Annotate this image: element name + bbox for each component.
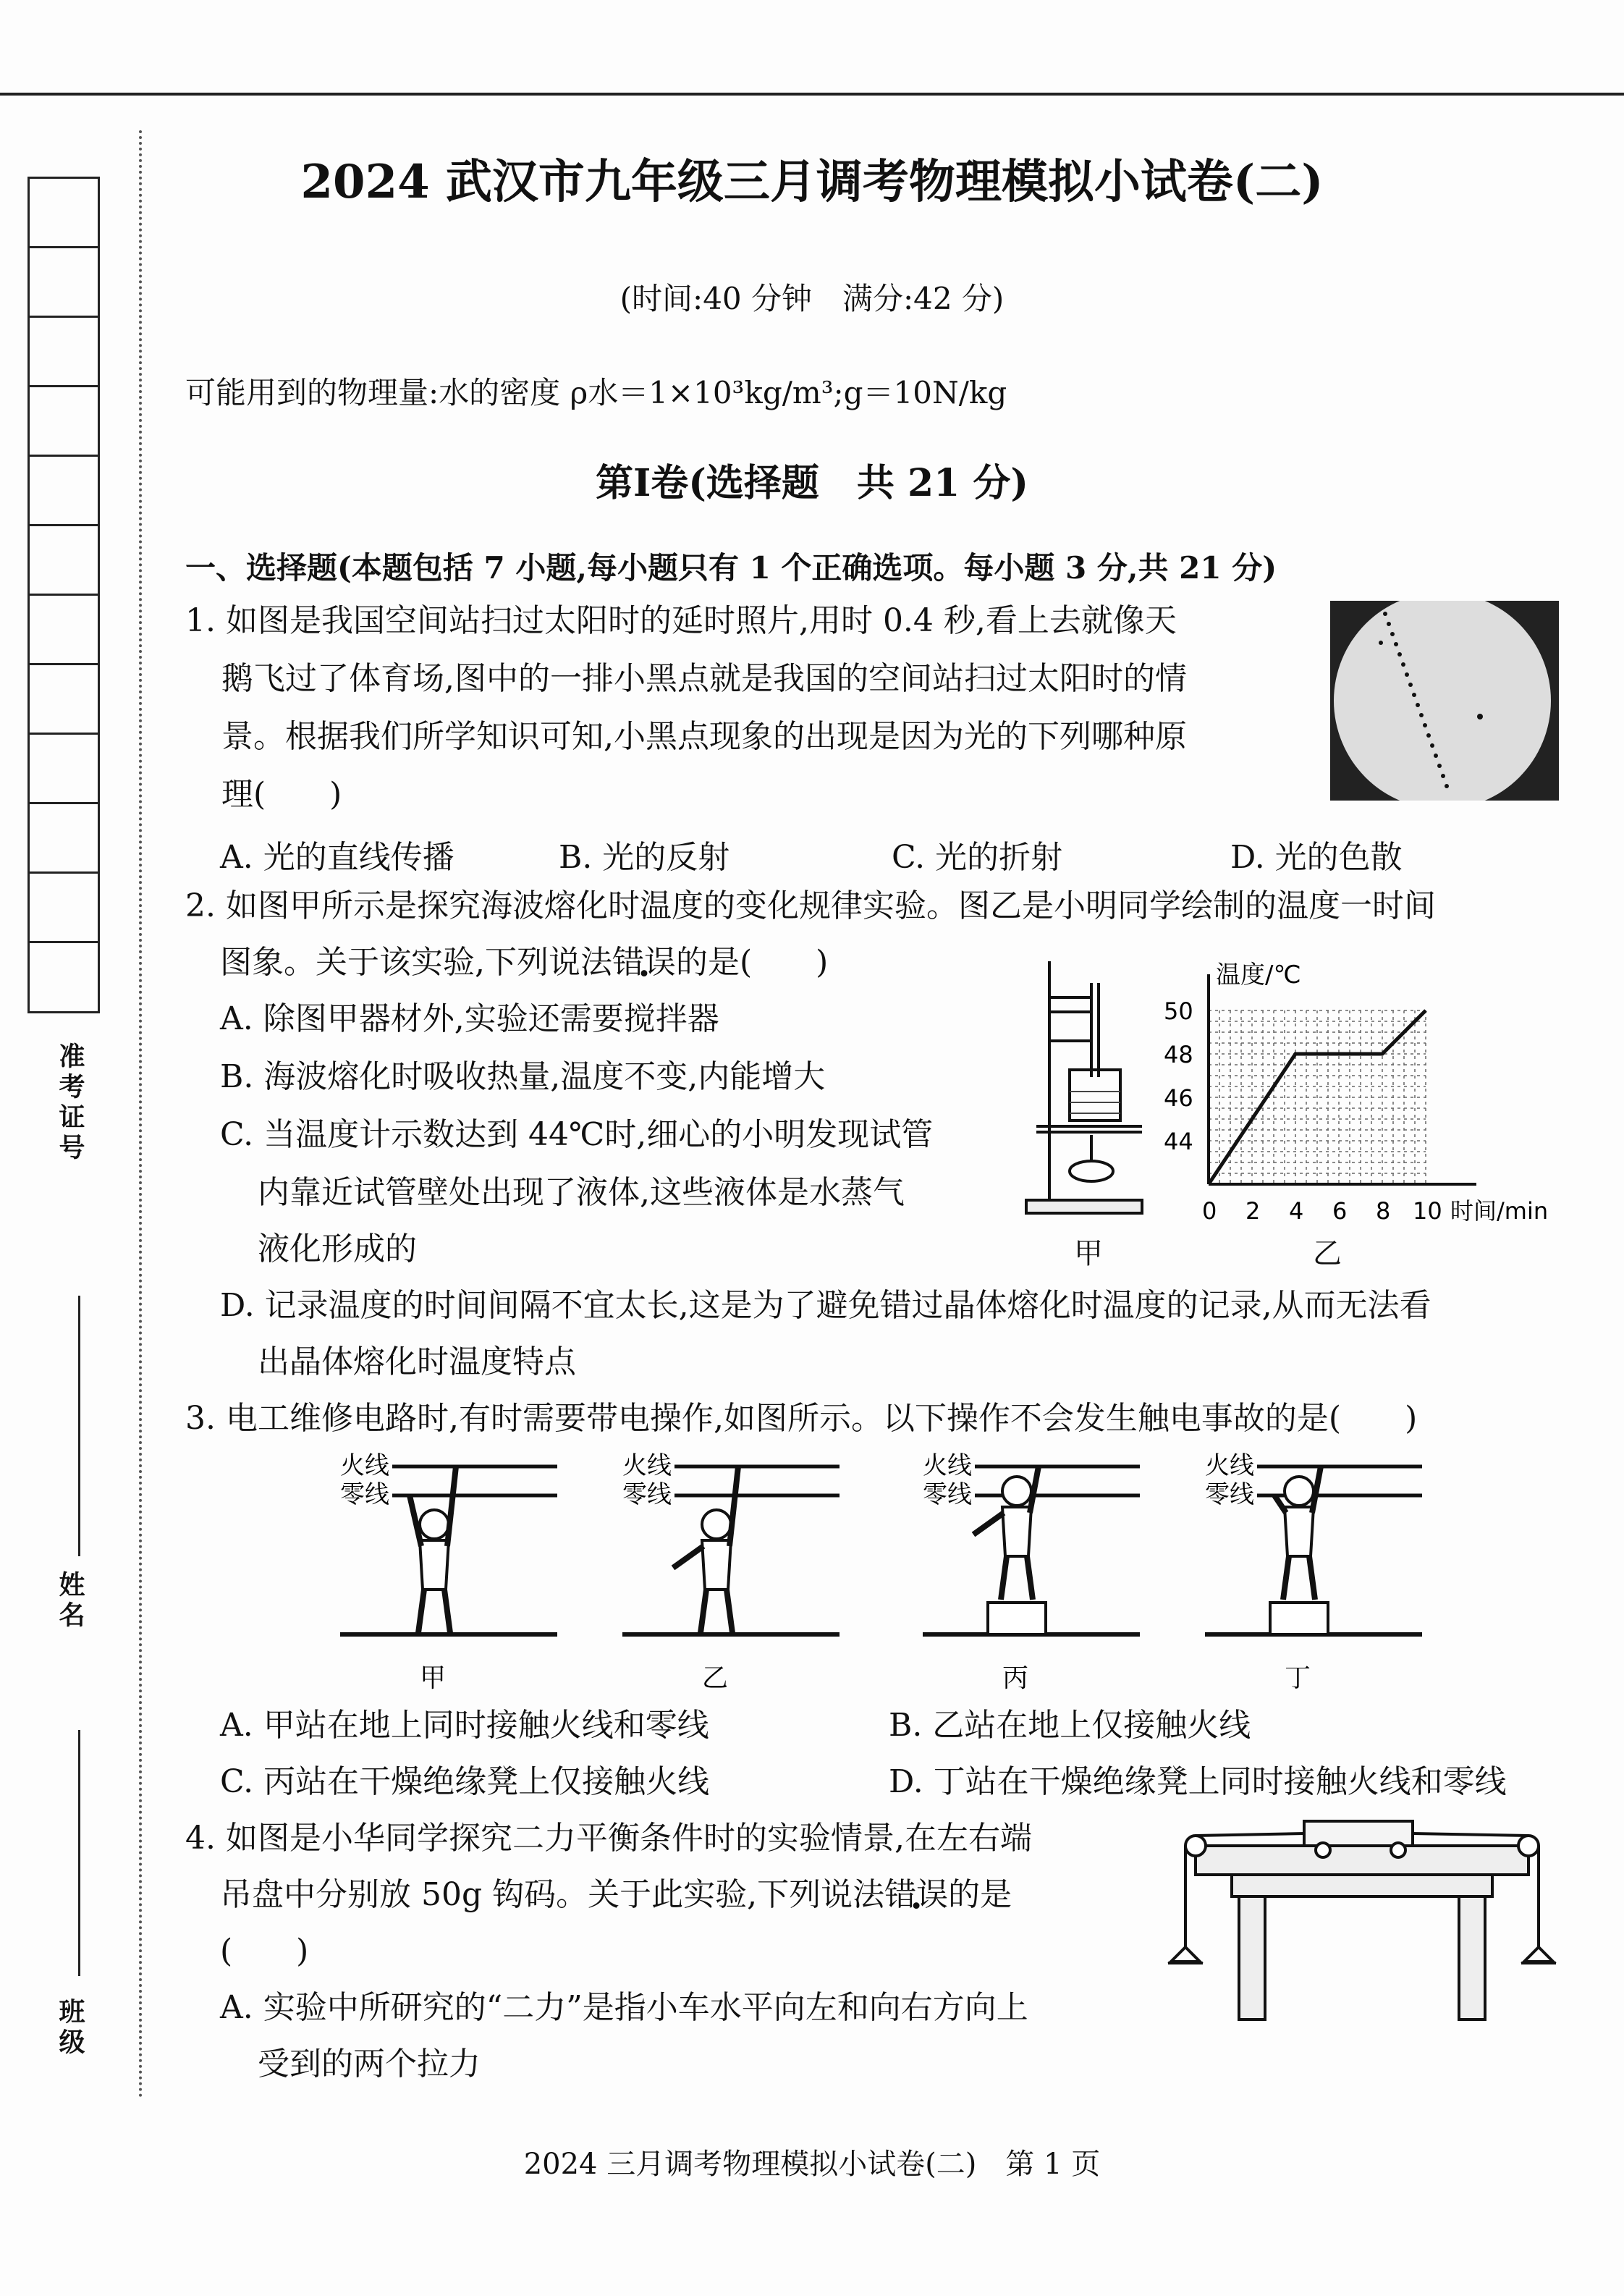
q4-stem-line1: 4. 如图是小华同学探究二力平衡条件时的实验情景,在左右端 <box>185 1820 1032 1857</box>
temperature-time-chart <box>1143 953 1578 1228</box>
q4-stem-pre: 吊盘中分别放 50g 钩码。关于此实验,下列说法 <box>220 1876 885 1913</box>
person-body <box>1002 1507 1031 1556</box>
chart-axes <box>1209 974 1476 1184</box>
class-label: 班级 <box>55 1998 85 2059</box>
q4-stem-post: 的是 <box>948 1876 1012 1913</box>
class-line[interactable] <box>78 1730 80 1976</box>
section-heading: 第Ⅰ卷(选择题 共 21 分) <box>595 461 1029 505</box>
q2-stem-line1: 2. 如图甲所示是探究海波熔化时温度的变化规律实验。图乙是小明同学绘制的温度一时间 <box>185 887 1436 924</box>
person-body <box>1285 1507 1314 1556</box>
person-head <box>1285 1477 1314 1506</box>
panel-label: 丁 <box>1285 1663 1311 1693</box>
chart-y-tick-label: 46 <box>1164 1084 1193 1112</box>
q2-emphasis: 错误 <box>612 944 676 981</box>
name-line[interactable] <box>78 1296 80 1556</box>
q1-option-b[interactable]: B. 光的反射 <box>559 839 730 876</box>
chart-y-tick-label: 50 <box>1164 997 1193 1025</box>
person-body <box>702 1540 731 1590</box>
q1-option-c[interactable]: C. 光的折射 <box>892 839 1063 876</box>
q2-stem-line2 <box>220 934 828 992</box>
panel-label: 乙 <box>702 1663 729 1693</box>
electrician-panel <box>622 1451 840 1693</box>
figure-label-yi: 乙 <box>1313 1237 1342 1270</box>
neutral-wire-label: 零线 <box>622 1480 672 1509</box>
electrician-figures <box>340 1448 1440 1694</box>
neutral-wire-label: 零线 <box>1205 1480 1254 1509</box>
person-legs <box>701 1590 732 1633</box>
q4-emphasis: 错误 <box>884 1876 949 1913</box>
binding-cut-line <box>139 130 142 2099</box>
person-legs <box>1283 1556 1315 1600</box>
top-border <box>0 93 1624 96</box>
q2-option-c-line3: 液化形成的 <box>258 1231 417 1267</box>
chart-x-tick-label: 8 <box>1376 1197 1391 1225</box>
person-head <box>1002 1477 1031 1506</box>
q4-option-a-line2: 受到的两个拉力 <box>258 2046 481 2082</box>
chart-y-tick-label: 44 <box>1164 1128 1193 1155</box>
q2-option-c[interactable]: C. 当温度计示数达到 44℃时,细心的小明发现试管 <box>220 1116 934 1153</box>
q4-answer-blank[interactable]: ( ) <box>220 1933 309 1970</box>
page-footer: 2024 三月调考物理模拟小试卷(二) 第 1 页 <box>523 2148 1101 2181</box>
neutral-wire-label: 零线 <box>340 1480 389 1509</box>
live-wire-label: 火线 <box>923 1451 972 1480</box>
q1-line: 理( ) <box>221 776 342 813</box>
person-legs <box>1001 1556 1033 1600</box>
q2-option-c-line2: 内靠近试管壁处出现了液体,这些液体是水蒸气 <box>258 1174 905 1211</box>
chart-x-tick-label: 6 <box>1332 1197 1348 1225</box>
q3-option-b[interactable]: B. 乙站在地上仅接触火线 <box>889 1707 1251 1744</box>
question-1 <box>185 592 1314 824</box>
chart-y-axis-label: 温度/℃ <box>1216 961 1301 989</box>
heating-apparatus-figure <box>1019 954 1149 1222</box>
electrician-panel <box>923 1451 1140 1693</box>
panel-label: 甲 <box>420 1663 447 1693</box>
live-wire-label: 火线 <box>340 1451 389 1480</box>
figure-label-jia: 甲 <box>1074 1237 1103 1270</box>
q2-stem-post: 的是( ) <box>676 944 829 981</box>
part-heading: 一、选择题(本题包括 7 小题,每小题只有 1 个正确选项。每小题 3 分,共 21 分) <box>185 550 1277 586</box>
electrician-panel <box>340 1451 557 1693</box>
neutral-wire-label: 零线 <box>923 1480 972 1509</box>
person-head <box>702 1510 731 1539</box>
insulated-stool <box>988 1603 1046 1634</box>
sun-transit-photo <box>1330 601 1559 801</box>
chart-grid <box>1209 1010 1426 1184</box>
q1-line: 1. 如图是我国空间站扫过太阳时的延时照片,用时 0.4 秒,看上去就像天 <box>185 602 1177 639</box>
q1-option-a[interactable]: A. 光的直线传播 <box>220 839 454 876</box>
exam-id-label: 准考证号 <box>55 1042 85 1164</box>
person-body <box>420 1540 449 1590</box>
q2-option-a[interactable]: A. 除图甲器材外,实验还需要搅拌器 <box>220 1000 719 1037</box>
balance-apparatus-figure <box>1167 1802 1557 2034</box>
q4-option-a[interactable]: A. 实验中所研究的“二力”是指小车水平向左和向右方向上 <box>220 1989 1028 2026</box>
insulated-stool <box>1270 1603 1328 1634</box>
person-head <box>420 1510 449 1539</box>
chart-x-tick-label: 0 <box>1202 1197 1217 1225</box>
q1-option-d[interactable]: D. 光的色散 <box>1230 839 1403 876</box>
chart-x-tick-label: 4 <box>1289 1197 1304 1225</box>
q4-stem-line2 <box>220 1866 1012 1924</box>
q2-option-d[interactable]: D. 记录温度的时间间隔不宜太长,这是为了避免错过晶体熔化时温度的记录,从而无法看 <box>220 1287 1431 1324</box>
page-title: 2024 武汉市九年级三月调考物理模拟小试卷(二) <box>300 155 1324 209</box>
exam-subtitle: (时间:40 分钟 满分:42 分) <box>619 281 1005 316</box>
name-label: 姓名 <box>55 1571 85 1632</box>
live-wire-label: 火线 <box>1205 1451 1254 1480</box>
chart-x-axis-label: 时间/min <box>1450 1197 1549 1225</box>
panel-label: 丙 <box>1002 1663 1029 1693</box>
q3-option-a[interactable]: A. 甲站在地上同时接触火线和零线 <box>220 1707 709 1744</box>
constants-line: 可能用到的物理量:水的密度 ρ水＝1×10³kg/m³;g＝10N/kg <box>185 375 1007 410</box>
q1-line: 景。根据我们所学知识可知,小黑点现象的出现是因为光的下列哪种原 <box>221 718 1187 755</box>
chart-y-tick-label: 48 <box>1164 1041 1193 1068</box>
q2-option-d-line2: 出晶体熔化时温度特点 <box>258 1343 576 1380</box>
q3-option-c[interactable]: C. 丙站在干燥绝缘凳上仅接触火线 <box>220 1763 710 1800</box>
q3-option-d[interactable]: D. 丁站在干燥绝缘凳上同时接触火线和零线 <box>889 1763 1507 1800</box>
electrician-panel <box>1205 1451 1422 1693</box>
chart-x-tick-label: 2 <box>1246 1197 1261 1225</box>
person-legs <box>418 1590 450 1633</box>
live-wire-label: 火线 <box>622 1451 672 1480</box>
q3-stem: 3. 电工维修电路时,有时需要带电操作,如图所示。以下操作不会发生触电事故的是( ) <box>185 1400 1418 1437</box>
q1-line: 鹅飞过了体育场,图中的一排小黑点就是我国的空间站扫过太阳时的情 <box>221 660 1187 697</box>
q2-stem-pre: 图象。关于该实验,下列说法 <box>220 944 612 981</box>
q2-option-b[interactable]: B. 海波熔化时吸收热量,温度不变,内能增大 <box>220 1058 826 1095</box>
chart-x-tick-label: 10 <box>1413 1197 1442 1225</box>
